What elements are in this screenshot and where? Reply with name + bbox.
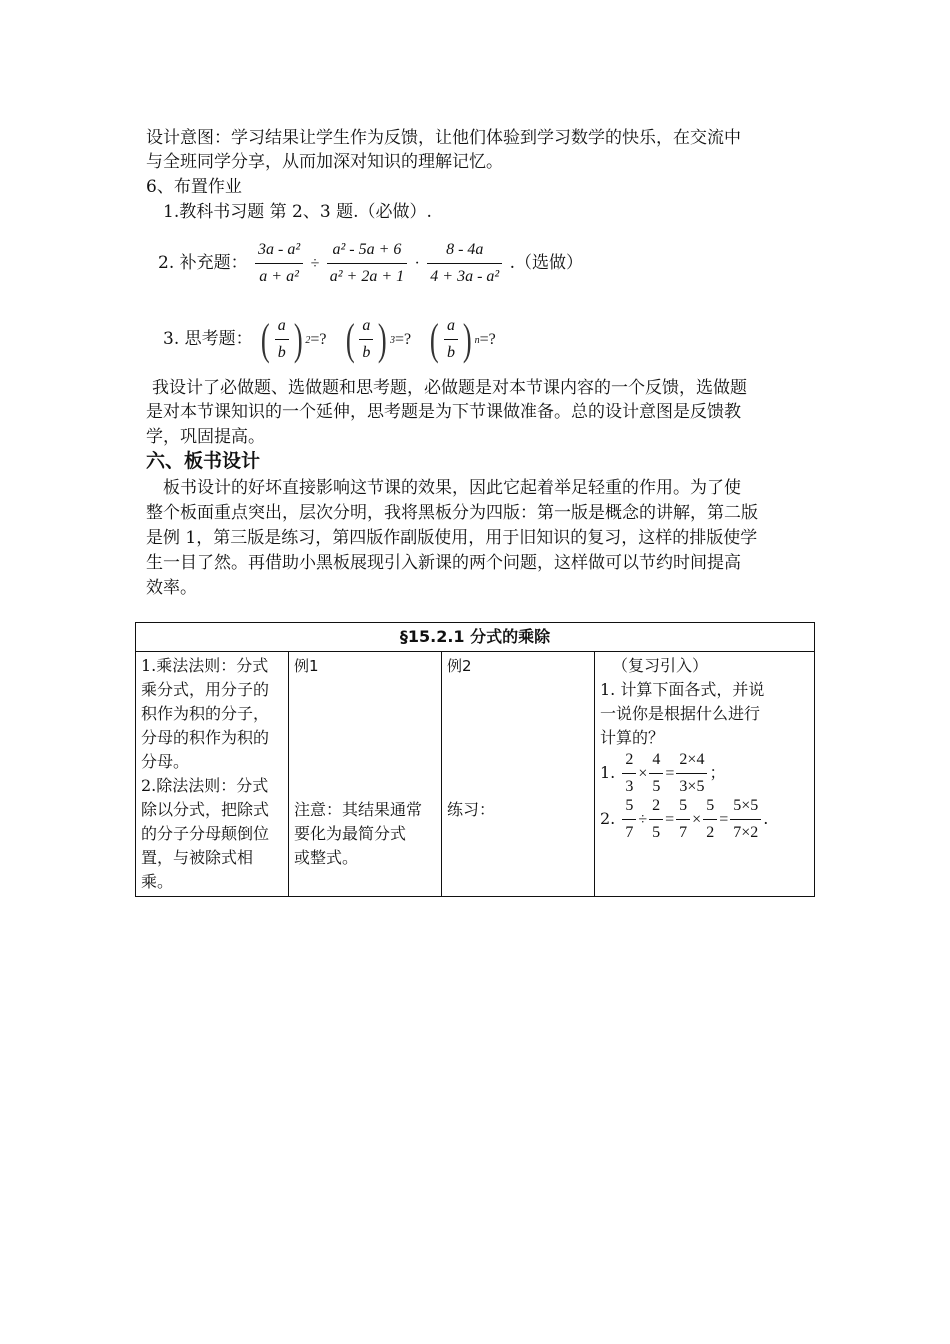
left-paren-icon: ( xyxy=(430,314,440,364)
formula-1-label: 1. xyxy=(600,763,616,782)
divide-icon: ÷ xyxy=(638,811,648,828)
equals-question-1: =? xyxy=(310,331,327,348)
times-icon: × xyxy=(638,765,648,782)
left-paren-icon: ( xyxy=(345,314,355,364)
section-6-title: 6、布置作业 xyxy=(146,177,242,197)
note-text: 注意：其结果通常 要化为最简分式 或整式。 xyxy=(294,800,423,867)
times-icon: × xyxy=(692,811,702,828)
homework-item-2-suffix: .（选做） xyxy=(509,253,584,273)
design-intent-2-line3: 学，巩固提高。 xyxy=(146,427,265,447)
fraction-1-denominator: a + a² xyxy=(259,268,299,285)
frac-4-5: $\frac{4}{5}$ xyxy=(649,750,663,797)
review-heading: （复习引入） xyxy=(612,656,709,675)
board-design-line4: 生一目了然。再借助小黑板展现引入新课的两个问题，这样做可以节约时间提高 xyxy=(146,553,741,573)
frac-5x5-7x2: $\frac{5\times 5}{7\times 2}$ xyxy=(730,796,761,843)
divide-sign-icon: ÷ xyxy=(310,255,320,272)
equals-icon: = xyxy=(665,811,675,828)
board-title: §15.2.1 分式的乘除 xyxy=(136,623,815,652)
homework-item-2 xyxy=(158,236,583,290)
board-column-review xyxy=(595,652,815,897)
board-title-row xyxy=(136,623,815,652)
right-paren-icon: ) xyxy=(462,314,472,364)
fraction-1-numerator: 3a - a² xyxy=(255,240,303,264)
frac-5-7: $\frac{5}{7}$ xyxy=(622,796,636,843)
frac-2x4-3x5: $\frac{2\times 4}{3\times 5}$ xyxy=(676,750,707,797)
fraction-2 xyxy=(327,240,407,287)
board-column-example1 xyxy=(289,652,442,897)
equals-icon: = xyxy=(665,765,675,782)
left-paren-icon: ( xyxy=(260,314,270,364)
design-intent-2-line2: 是对本节课知识的一个延伸，思考题是为下节课做准备。总的设计意图是反馈教 xyxy=(146,402,741,422)
multiply-dot-icon: · xyxy=(414,255,420,272)
design-intent-1-line1: 设计意图：学习结果让学生作为反馈，让他们体验到学习数学的快乐，在交流中 xyxy=(146,128,741,148)
board-design-line5: 效率。 xyxy=(146,578,197,598)
rules-text: 1.乘法法则：分式 乘分式，用分子的 积作为积的分子， 分母的积作为积的 分母。 2.除法法则：分式 除以分式，把除式 的分子分母颠倒位 置，与被除式相乘。 xyxy=(141,656,270,891)
equals-icon: = xyxy=(719,811,729,828)
homework-item-3-label: 3. 思考题： xyxy=(163,329,253,349)
board-content-row xyxy=(136,652,815,897)
exponent-n: n xyxy=(474,335,480,346)
fraction-2-denominator: a² + 2a + 1 xyxy=(329,268,405,285)
example-1-label: 例1 xyxy=(294,657,319,675)
homework-item-2-label: 2. 补充题： xyxy=(158,253,248,273)
fraction-3 xyxy=(427,240,502,287)
fraction-2-numerator: a² - 5a + 6 xyxy=(327,240,407,264)
practice-label: 练习： xyxy=(447,800,496,819)
design-intent-1-line2: 与全班同学分享，从而加深对知识的理解记忆。 xyxy=(146,152,503,172)
board-column-example2 xyxy=(442,652,595,897)
section-six-heading: 六、板书设计 xyxy=(146,450,261,472)
frac-5-2: $\frac{5}{2}$ xyxy=(703,796,717,843)
exponent-2: 2 xyxy=(305,335,311,346)
exponent-3: 3 xyxy=(390,335,395,346)
review-formula-1 xyxy=(600,750,809,796)
formula-1-end: ； xyxy=(709,763,726,782)
a-over-b-fraction: $\frac{a}{b}$ xyxy=(444,316,458,363)
board-design-line1: 板书设计的好坏直接影响这节课的效果，因此它起着举足轻重的作用。为了使 xyxy=(163,478,741,498)
homework-item-3 xyxy=(163,312,496,366)
fraction-3-denominator: 4 + 3a - a² xyxy=(430,268,500,285)
board-layout-table xyxy=(135,622,815,897)
board-column-rules xyxy=(136,652,289,897)
a-over-b-fraction: $\frac{a}{b}$ xyxy=(275,316,289,363)
frac-5-7: $\frac{5}{7}$ xyxy=(676,796,690,843)
right-paren-icon: ) xyxy=(293,314,303,364)
equals-question-2: =? xyxy=(395,331,412,348)
homework-item-1: 1.教科书习题 第 2、3 题.（必做）. xyxy=(163,202,432,222)
fraction-1 xyxy=(255,240,303,287)
board-design-line3: 是例 1，第三版是练习，第四版作副版使用，用于旧知识的复习，这样的排版使学 xyxy=(146,528,758,548)
board-design-line2: 整个板面重点突出，层次分明，我将黑板分为四版：第一版是概念的讲解，第二版 xyxy=(146,503,758,523)
right-paren-icon: ) xyxy=(378,314,388,364)
formula-2-label: 2. xyxy=(600,809,616,828)
a-over-b-fraction: $\frac{a}{b}$ xyxy=(359,316,373,363)
frac-2-5: $\frac{2}{5}$ xyxy=(649,796,663,843)
fraction-3-numerator: 8 - 4a xyxy=(427,240,502,264)
formula-2-end: . xyxy=(763,809,769,828)
example-2-label: 例2 xyxy=(447,657,472,675)
design-intent-2-line1: 我设计了必做题、选做题和思考题，必做题是对本节课内容的一个反馈，选做题 xyxy=(152,378,747,398)
equals-question-3: =? xyxy=(479,331,496,348)
review-formula-2 xyxy=(600,796,809,842)
review-question: 1. 计算下面各式，并说 一说你是根据什么进行 计算的？ xyxy=(600,680,765,747)
frac-2-3: $\frac{2}{3}$ xyxy=(622,750,636,797)
